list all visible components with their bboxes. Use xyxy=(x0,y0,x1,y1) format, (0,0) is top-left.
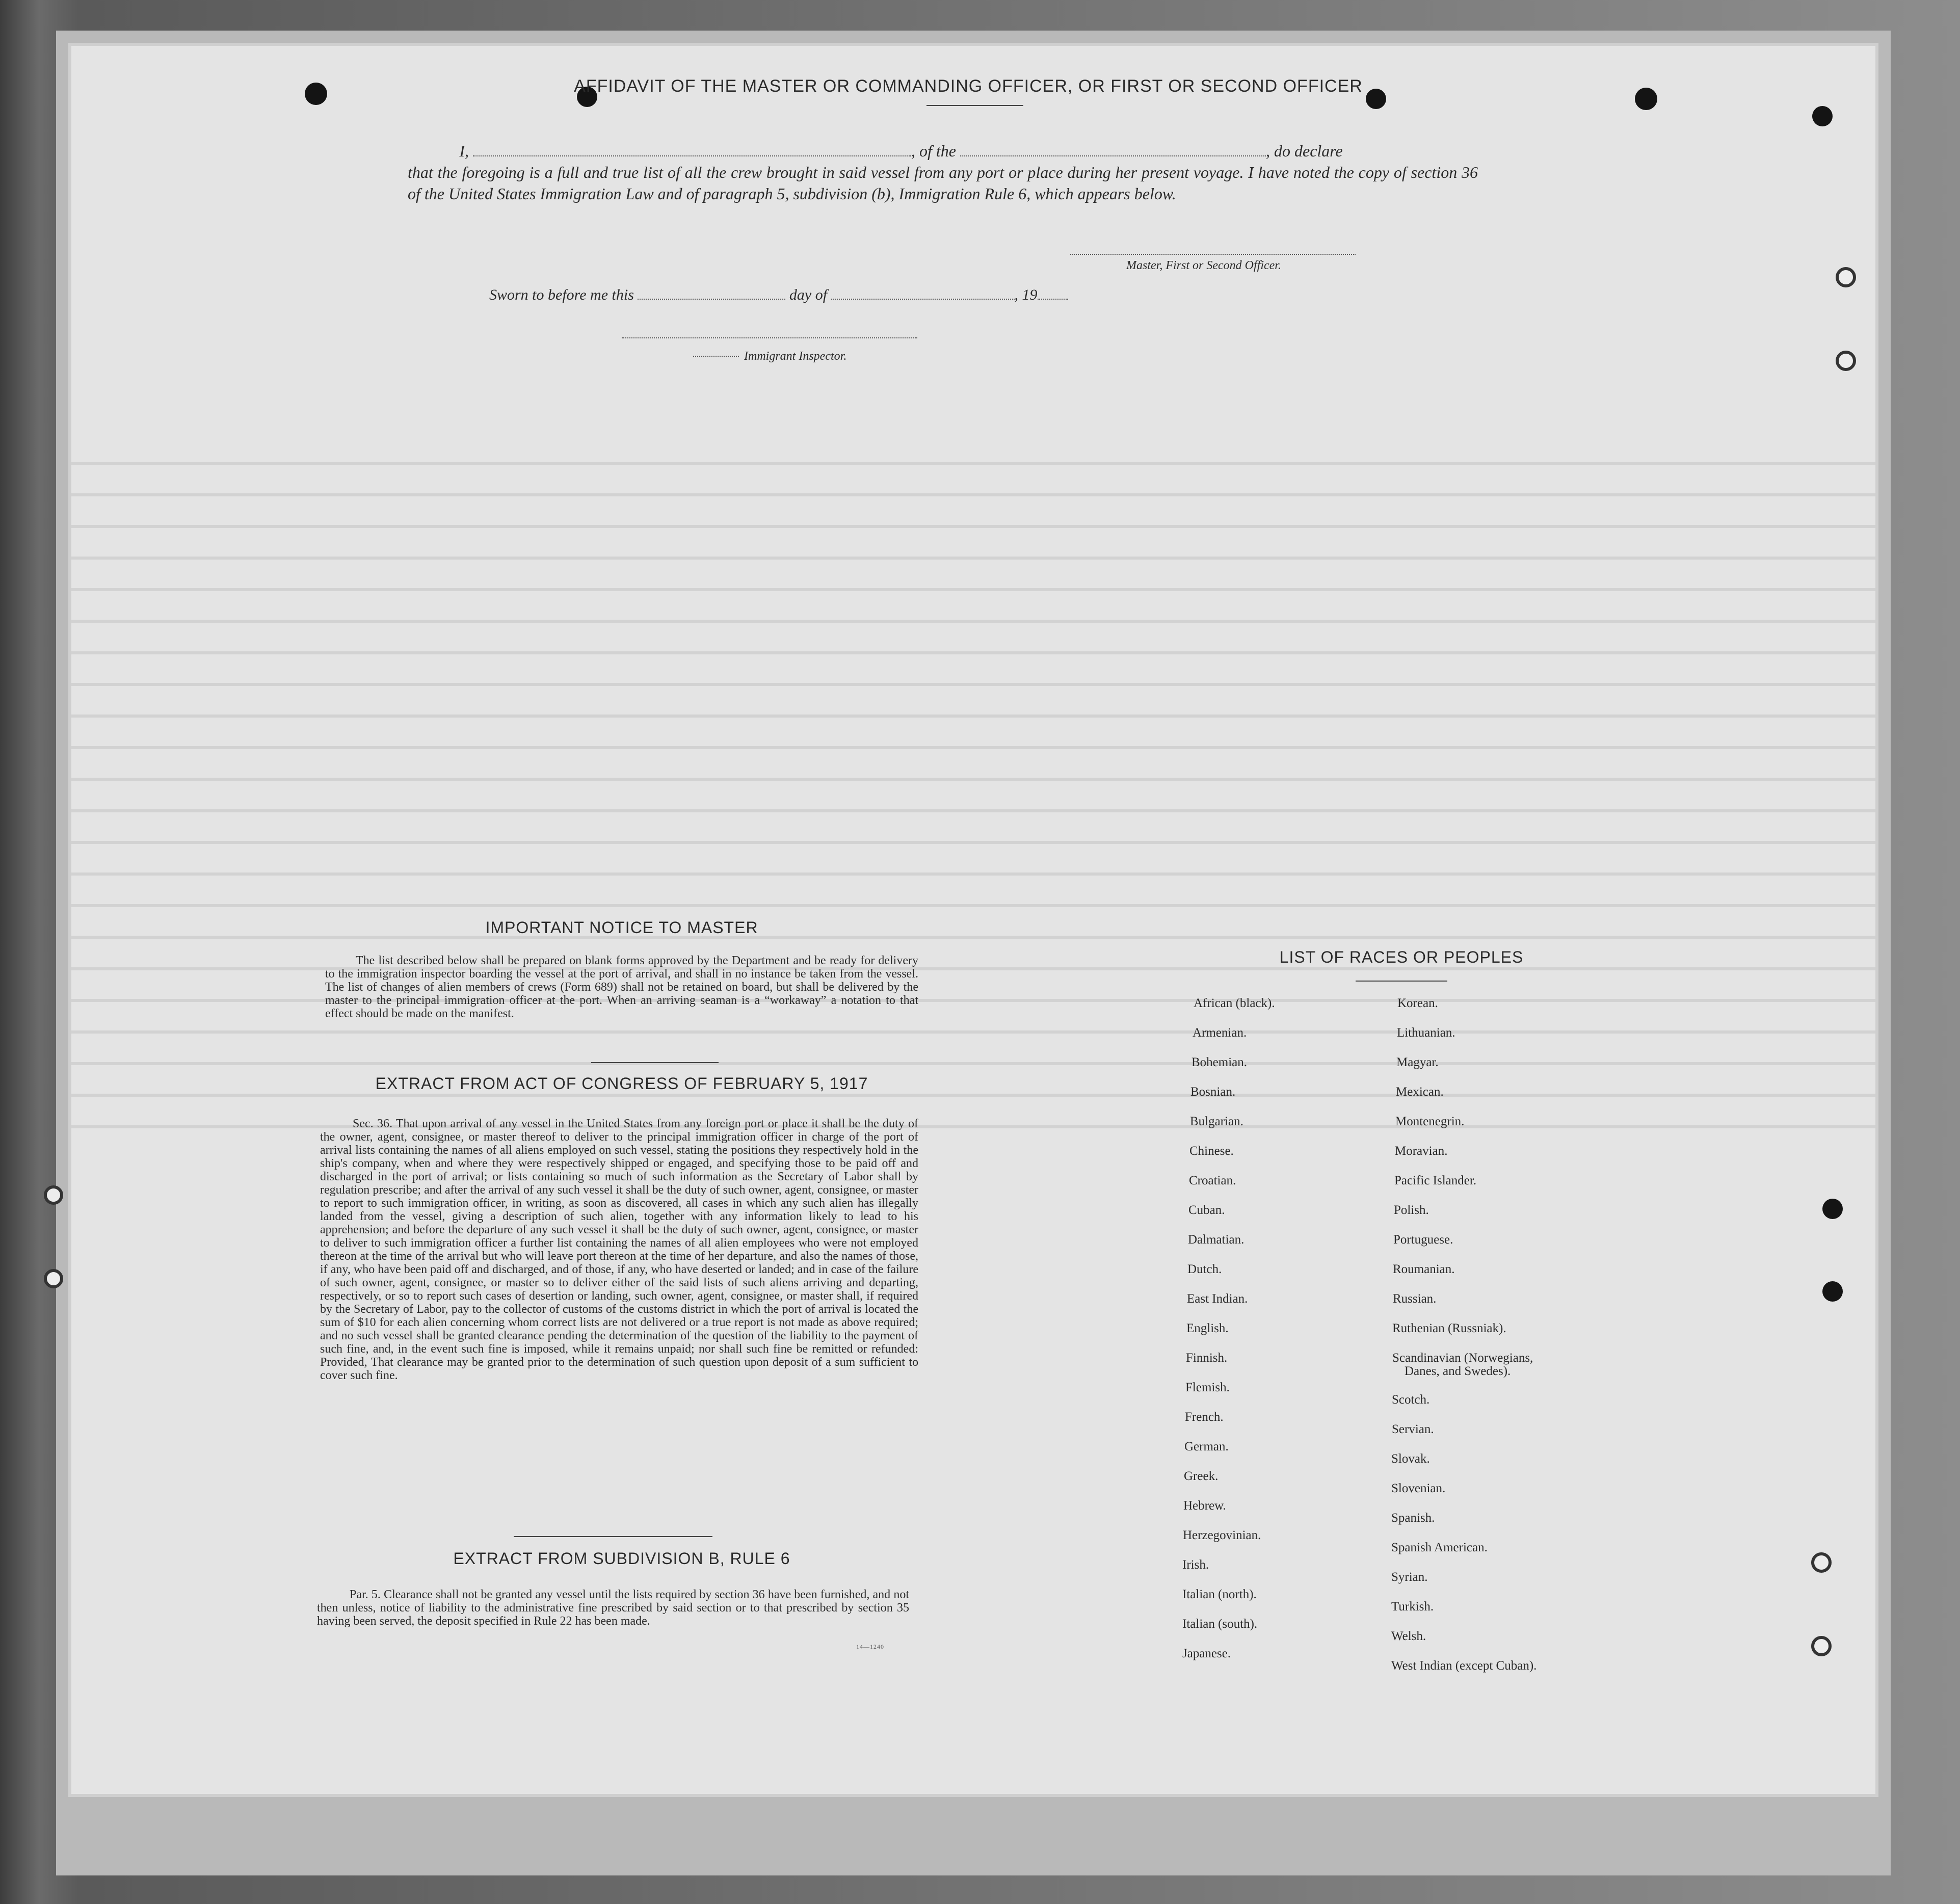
race-item: Bosnian. xyxy=(1190,1085,1236,1099)
punch-hole xyxy=(1836,351,1856,371)
act-text: Sec. 36. That upon arrival of any vessel in the United States from any foreign port or place it shall be the duty of the owner, agent, consignee, or master thereof to deliver to the principal immigration officer in charge of the port of arrival lists containing the names of all aliens employed on such vessel, stating the positions they respectively hold in the ship's company, when and where they were respectively shipped or engaged, and specifying those to be paid off and discharged in the port of arrival; or lists containing so much of such information as the Secretary of Labor shall by regulation prescribe; and after the arrival of any such vessel it shall be the duty of such owner, agent, consignee, or master to report to such immigration officer, in writing, as soon as discovered, all cases in which any such alien has illegally landed from the vessel, giving a description of such alien, together with any information likely to lead to his apprehension; and before the departure of any such vessel it shall be the duty of such owner, agent, consignee, or master to deliver to such immigration officer a further list containing the names of all alien employees who were not employed thereon at the time of the arrival but who will leave port thereon at the time of her departure, and also the names of those, if any, who have been paid off and discharged, and of those, if any, who have deserted or landed; and in case of the failure of such owner, agent, consignee, or master so to deliver either of the said lists of such aliens arriving and departing, respectively, or so to report such cases of desertion or landing, such owner, agent, consignee, or master shall, if required by the Secretary of Labor, pay to the collector of customs of the customs district in which the port of arrival is located the sum of $10 for each alien concerning whom correct lists are not delivered or a true report is not made as above required; and no such vessel shall be granted clearance pending the determination of the question of the liability to the payment of such fine, and, in the event such fine is imposed, while it remains unpaid; nor shall such fine be remitted or refunded: Provided, That clearance may be granted prior to the determination of such question upon deposit of a sum sufficient to cover such fine. xyxy=(320,1117,918,1382)
race-item: Lithuanian. xyxy=(1397,1026,1455,1040)
divider xyxy=(926,105,1023,106)
inspector-signature-line[interactable] xyxy=(622,337,917,338)
race-item: Herzegovinian. xyxy=(1183,1528,1261,1542)
signature-caption: Master, First or Second Officer. xyxy=(1126,259,1281,272)
race-item: Cuban. xyxy=(1188,1203,1225,1217)
punch-hole xyxy=(1812,106,1833,126)
race-item: Spanish American. xyxy=(1391,1541,1488,1554)
rule-text: Par. 5. Clearance shall not be granted any vessel until the lists required by section 36 have been furnished, and not then unless, notice of liability to the administrative fine prescribed by said section or to that prescribed by section 35 having been served, the deposit specified in Rule 22 has been made. xyxy=(317,1588,909,1628)
race-item: Dutch. xyxy=(1187,1262,1222,1276)
race-item: Scotch. xyxy=(1392,1393,1430,1407)
race-item: Italian (north). xyxy=(1182,1588,1257,1601)
race-item: Slovenian. xyxy=(1391,1482,1446,1495)
officer-name-field[interactable] xyxy=(473,155,911,156)
sworn-month-field[interactable] xyxy=(831,299,1015,300)
rule-title: EXTRACT FROM SUBDIVISION B, RULE 6 xyxy=(453,1549,790,1568)
divider xyxy=(591,1062,719,1063)
race-item: Japanese. xyxy=(1182,1647,1231,1660)
races-title: LIST OF RACES OR PEOPLES xyxy=(1279,948,1524,966)
race-item: Roumanian. xyxy=(1393,1262,1455,1276)
vessel-name-field[interactable] xyxy=(960,155,1266,156)
year-prefix: , 19 xyxy=(1014,286,1038,303)
notice-title: IMPORTANT NOTICE TO MASTER xyxy=(485,918,758,937)
race-item: Greek. xyxy=(1184,1469,1219,1483)
affidavit-body xyxy=(408,140,1478,204)
race-item: Flemish. xyxy=(1185,1381,1230,1394)
race-item: English. xyxy=(1186,1321,1229,1335)
race-item: Mexican. xyxy=(1396,1085,1444,1099)
race-item: Syrian. xyxy=(1391,1570,1428,1584)
race-item: Irish. xyxy=(1182,1558,1209,1572)
race-item: Bulgarian. xyxy=(1190,1115,1243,1128)
race-item: Hebrew. xyxy=(1183,1499,1226,1513)
form-number: 14—1240 xyxy=(856,1643,884,1650)
race-item: Welsh. xyxy=(1391,1629,1426,1643)
sworn-prefix: Sworn to before me this xyxy=(489,286,634,303)
notice-text: The list described below shall be prepared on blank forms approved by the Department and be ready for delivery to the immigration inspector boarding the vessel at the port of arrival, and shall in no instance be taken from the vessel. The list of changes of alien members of crews (Form 689) shall not be retained on board, but shall be delivered by the master to the principal immigration officer at the port. When an arriving seaman is a “workaway” a notation to that effect should be made on the manifest. xyxy=(325,954,918,1020)
race-item: German. xyxy=(1184,1440,1229,1453)
race-item: French. xyxy=(1185,1410,1224,1424)
affidavit-title: AFFIDAVIT OF THE MASTER OR COMMANDING OFFICER, OR FIRST OR SECOND OFFICER xyxy=(574,76,1363,96)
race-item: Magyar. xyxy=(1396,1055,1439,1069)
race-item: Turkish. xyxy=(1391,1600,1434,1614)
race-item: Pacific Islander. xyxy=(1394,1174,1477,1187)
punch-hole xyxy=(1836,267,1856,287)
race-item: Bohemian. xyxy=(1191,1055,1248,1069)
race-item: Polish. xyxy=(1394,1203,1429,1217)
races-column-1 xyxy=(1182,989,1396,1669)
day-of-label: day of xyxy=(789,286,828,303)
race-item: Slovak. xyxy=(1391,1452,1430,1466)
i-label: I, xyxy=(459,142,469,160)
affidavit-declaration-line xyxy=(408,140,1478,162)
punch-hole xyxy=(1811,1636,1832,1656)
race-item: Finnish. xyxy=(1186,1351,1228,1365)
do-declare-label: , do declare xyxy=(1265,142,1343,160)
race-item: Servian. xyxy=(1392,1422,1434,1436)
punch-hole xyxy=(1822,1281,1843,1302)
race-item: Italian (south). xyxy=(1182,1617,1258,1631)
punch-hole xyxy=(1811,1552,1832,1573)
punch-hole xyxy=(44,1269,63,1288)
race-item: Moravian. xyxy=(1395,1144,1448,1158)
race-item: Russian. xyxy=(1393,1292,1437,1306)
punch-hole xyxy=(1822,1199,1843,1219)
affidavit-statement: that the foregoing is a full and true list of all the crew brought in said vessel from any port or place during her present voyage. I have noted the copy of section 36 of the United States Immigration Law and of paragraph 5, subdivision (b), Immigration Rule 6, which appears below. xyxy=(408,163,1478,203)
race-item: Chinese. xyxy=(1189,1144,1234,1158)
inspector-dots xyxy=(693,356,739,357)
race-item: Ruthenian (Russniak). xyxy=(1392,1321,1506,1335)
race-item: Scandinavian (Norwegians, xyxy=(1392,1351,1533,1365)
sworn-line xyxy=(489,286,1203,304)
race-item: Armenian. xyxy=(1193,1026,1247,1040)
race-item: Dalmatian. xyxy=(1188,1233,1244,1247)
signature-line[interactable] xyxy=(1070,254,1356,255)
act-title: EXTRACT FROM ACT OF CONGRESS OF FEBRUARY 5, 1917 xyxy=(375,1074,868,1093)
divider xyxy=(514,1536,712,1537)
race-item: East Indian. xyxy=(1187,1292,1248,1306)
race-item: Montenegrin. xyxy=(1395,1115,1465,1128)
divider xyxy=(1356,981,1447,982)
races-column-2 xyxy=(1391,989,1626,1681)
race-item: West Indian (except Cuban). xyxy=(1391,1659,1537,1673)
race-item: Korean. xyxy=(1397,996,1438,1010)
punch-hole xyxy=(1635,88,1657,110)
race-item: African (black). xyxy=(1194,996,1275,1010)
inspector-caption: Immigrant Inspector. xyxy=(744,350,847,363)
sworn-year-field[interactable] xyxy=(1038,299,1068,300)
race-item: Croatian. xyxy=(1189,1174,1236,1187)
punch-hole xyxy=(44,1185,63,1205)
race-item: Portuguese. xyxy=(1393,1233,1453,1247)
race-item: Spanish. xyxy=(1391,1511,1435,1525)
race-item: Danes, and Swedes). xyxy=(1405,1364,1511,1378)
sworn-day-field[interactable] xyxy=(638,299,785,300)
of-the-label: , of the xyxy=(911,142,956,160)
